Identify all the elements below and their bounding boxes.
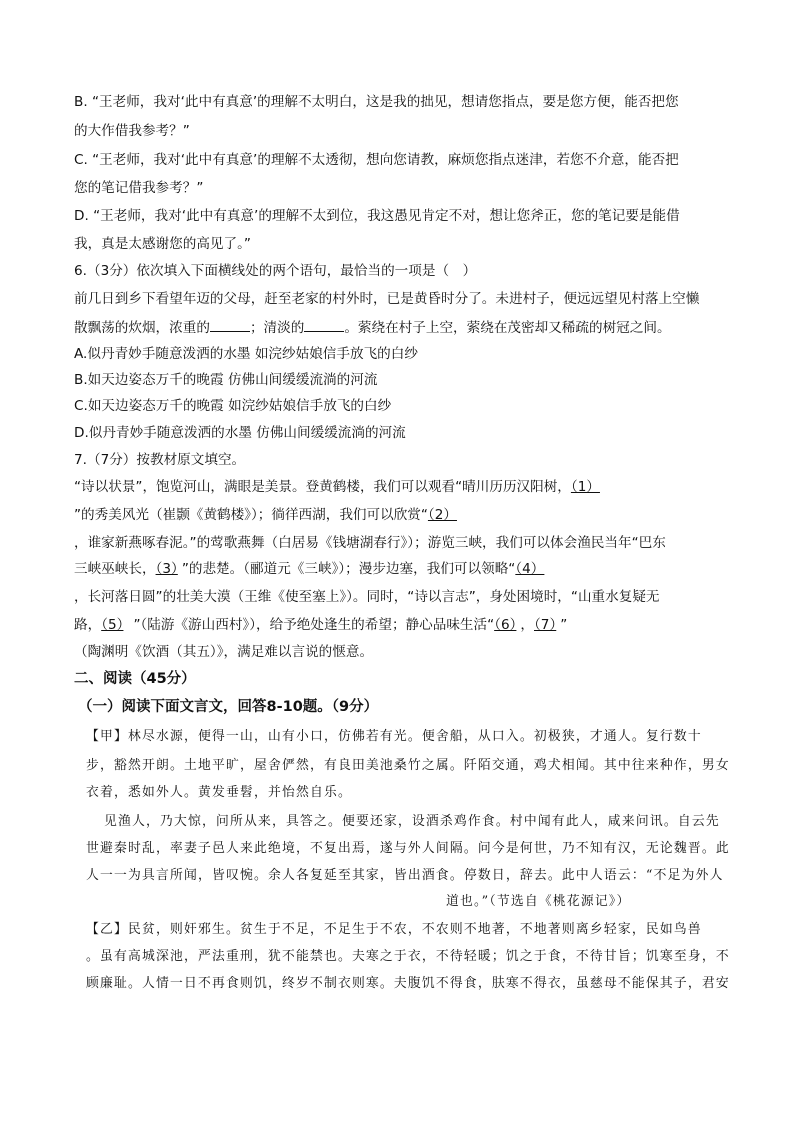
q6-stem: 6.（3分）依次填入下面横线处的两个语句，最恰当的一项是（ ） [74, 263, 477, 279]
q6-option-d: D.似丹青妙手随意泼洒的水墨 仿佛山间缓缓流淌的河流 [74, 425, 406, 441]
q6-passage-line2: 散飘荡的炊烟，浓重的 ；清淡的 。萦绕在村子上空，萦绕在茂密却又稀疏的树冠之间。 [74, 317, 671, 338]
q7-line4: 三峡巫峡长，（3） ”的悲楚。（郦道元《三峡》）；漫步边塞，我们可以领略“（4） [74, 559, 558, 579]
q7-line2: ”的秀美风光（崔颢《黄鹤楼》）；徜徉西湖，我们可以欣赏“（2） [74, 505, 461, 525]
q6-option-c: C.如天边姿态万千的晚霞 如浣纱姑娘信手放飞的白纱 [74, 398, 392, 414]
q6-passage-line1: 前几日到乡下看望年迈的父母，赶至老家的村外时，已是黄昏时分了。未进村子，便远远望见村落上空懒 [74, 291, 700, 307]
jia-line5: 世避秦时乱，率妻子邑人来此绝境，不复出焉，遂与外人间隔。问今是何世，乃不知有汉，无论魏晋。此 [86, 841, 730, 856]
jia-line7-source: 道也。”（节选自《桃花源记》） [446, 894, 631, 909]
q7-line6: 路，（5） ”（陆游《游山西村》），给予绝处逢生的希望；静心品味生活“（6） ，（7） ” [74, 617, 568, 633]
q6-option-b: B.如天边姿态万千的晚霞 仿佛山间缓缓流淌的河流 [74, 372, 378, 388]
q7-stem: 7.（7分）按教材原文填空。 [74, 452, 246, 468]
yi-line2: 。虽有高城深池，严法重刑，犹不能禁也。夫寒之于衣，不待轻暖；饥之于食，不待甘旨；饥寒至身，不 [86, 949, 730, 964]
section-heading: 二、阅读（45分） [74, 671, 196, 687]
jia-line2: 步，豁然开朗。土地平旷，屋舍俨然，有良田美池桑竹之属。阡陌交通，鸡犬相闻。其中往来种作，男女 [86, 758, 730, 773]
q5-option-d-line2: 我，真是太感谢您的高见了。” [74, 236, 251, 252]
blank-5: （5） [101, 617, 124, 633]
q5-option-b-line1: B. “王老师，我对‘此中有真意’的理解不太明白，这是我的拙见，想请您指点，要是您方便，能否把您 [74, 94, 679, 110]
jia-line1: 【甲】林尽水源，便得一山，山有小口，仿佛若有光。便舍船，从口入。初极狭，才通人。复行数十 [86, 729, 702, 744]
blank-2: （2） [427, 507, 457, 523]
blank-7: （7） [534, 617, 557, 633]
q7-line5: ，长河落日圆”的壮美大漠（王维《使至塞上》）。同时，“诗以言志”，身处困境时，“山重水复疑无 [74, 589, 660, 605]
jia-line6: 人一一为具言所闻，皆叹惋。余人各复延至其家，皆出酒食。停数日，辞去。此中人语云：“不足为外人 [86, 868, 724, 883]
q7-line7: （陶渊明《饮酒（其五）》，满足难以言说的惬意。 [74, 644, 374, 660]
q5-option-c-line2: 您的笔记借我参考？” [74, 180, 204, 196]
subsection-heading: （一）阅读下面文言文，回答8-10题。（9分） [78, 699, 379, 715]
q6-option-a: A.似丹青妙手随意泼洒的水墨 如浣纱姑娘信手放飞的白纱 [74, 346, 418, 362]
blank-3: （3） [155, 561, 178, 577]
fill-blank [210, 317, 250, 332]
q5-option-d-line1: D. “王老师，我对‘此中有真意’的理解不太到位，我这愚见肯定不对，想让您斧正，您的笔记要是能借 [74, 208, 680, 224]
blank-1: （1） [570, 479, 600, 495]
q5-option-c-line1: C. “王老师，我对‘此中有真意’的理解不太透彻，想向您请教，麻烦您指点迷津，若您不介意，能否把 [74, 152, 679, 168]
q5-option-b-line2: 的大作借我参考？” [74, 123, 190, 139]
blank-4: （4） [515, 561, 545, 577]
yi-line3: 顾廉耻。人情一日不再食则饥，终岁不制衣则寒。夫腹饥不得食，肤寒不得衣，虽慈母不能保其子，君安 [86, 976, 730, 991]
jia-line3: 衣着，悉如外人。黄发垂髫，并怡然自乐。 [86, 785, 352, 800]
fill-blank [304, 317, 344, 332]
blank-6: （6） [494, 617, 517, 633]
q7-line3: ，谁家新燕啄春泥。”的莺歌燕舞（白居易《钱塘湖春行》）；游览三峡，我们可以体会渔民当年“巴东 [74, 535, 666, 551]
jia-line4: 见渔人，乃大惊，问所从来，具答之。便要还家，设酒杀鸡作食。村中闻有此人，咸来问讯。自云先 [104, 814, 720, 829]
yi-line1: 【乙】民贫，则奸邪生。贫生于不足，不足生于不农，不农则不地著，不地著则离乡轻家，民如鸟兽 [86, 922, 702, 937]
q7-line1: “诗以状景”，饱览河山，满眼是美景。登黄鹤楼，我们可以观看“晴川历历汉阳树，（1） [74, 477, 628, 497]
